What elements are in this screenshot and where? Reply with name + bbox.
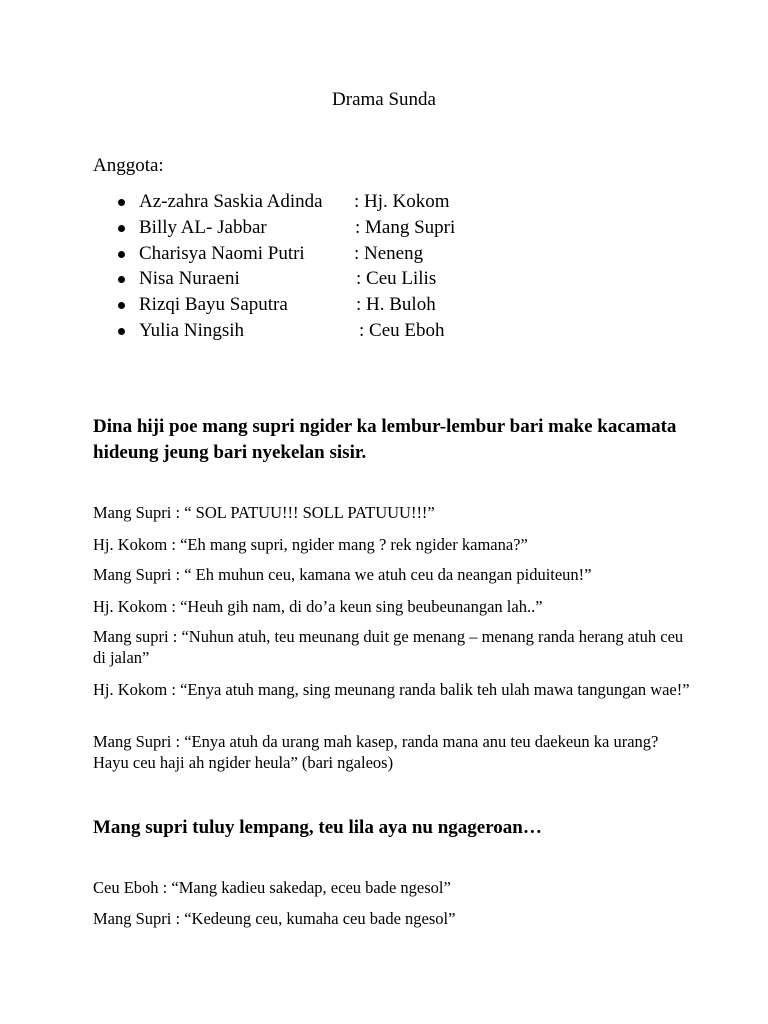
bullet-icon [118, 302, 125, 309]
dialogue-line: Mang Supri : “ SOL PATUU!!! SOLL PATUUU!!!” [93, 503, 435, 522]
bullet-icon [118, 225, 125, 232]
dialogue-line: Ceu Eboh : “Mang kadieu sakedap, eceu bade ngesol” [93, 878, 451, 897]
member-item [0, 266, 768, 292]
dialogue-line: Mang Supri : “Enya atuh da urang mah kasep, randa mana anu teu daekeun ka urang? Hayu ceu haji ah ngider heula” (bari ngaleos) [93, 732, 659, 772]
member-name: Yulia Ningsih [139, 319, 245, 341]
member-role: : Mang Supri [355, 216, 456, 238]
member-item [0, 189, 768, 215]
member-item [0, 241, 768, 267]
member-role: : Ceu Eboh [359, 319, 445, 341]
dialogue-line: Hj. Kokom : “Enya atuh mang, sing meunang randa balik teh ulah mawa tangungan wae!” [93, 680, 690, 699]
dialogue-line: Hj. Kokom : “Eh mang supri, ngider mang ? rek ngider kamana?” [93, 535, 528, 554]
member-role: : Ceu Lilis [356, 268, 437, 290]
members-label: Anggota: [93, 155, 164, 176]
member-name: Rizqi Bayu Saputra [139, 294, 288, 316]
narration-paragraph: Mang supri tuluy lempang, teu lila aya nu ngageroan… [93, 817, 542, 838]
dialogue-line: Mang Supri : “ Eh muhun ceu, kamana we atuh ceu da neangan piduiteun!” [93, 565, 592, 584]
member-item [0, 215, 768, 241]
members-list [0, 189, 768, 344]
member-role: : Hj. Kokom [354, 191, 450, 212]
narration-paragraph: Dina hiji poe mang supri ngider ka lembur-lembur bari make kacamata hideung jeung bari nyekelan sisir. [93, 416, 677, 463]
member-item [0, 292, 768, 318]
member-name: Charisya Naomi Putri [139, 242, 305, 264]
dialogue-line: Hj. Kokom : “Heuh gih nam, di do’a keun sing beubeunangan lah..” [93, 597, 543, 616]
dialogue-line: Mang supri : “Nuhun atuh, teu meunang duit ge menang – menang randa herang atuh ceu di jalan” [93, 627, 684, 667]
member-name: Az-zahra Saskia Adinda [139, 191, 323, 212]
bullet-icon [118, 199, 125, 206]
bullet-icon [118, 328, 125, 335]
bullet-icon [118, 276, 125, 283]
member-role: : H. Buloh [356, 294, 436, 316]
dialogue-line: Mang Supri : “Kedeung ceu, kumaha ceu bade ngesol” [93, 909, 456, 928]
member-name: Nisa Nuraeni [139, 268, 240, 290]
document-title: Drama Sunda [332, 89, 436, 110]
member-role: : Neneng [354, 242, 424, 264]
bullet-icon [118, 251, 125, 258]
member-item [0, 318, 768, 344]
member-name: Billy AL- Jabbar [139, 216, 267, 238]
